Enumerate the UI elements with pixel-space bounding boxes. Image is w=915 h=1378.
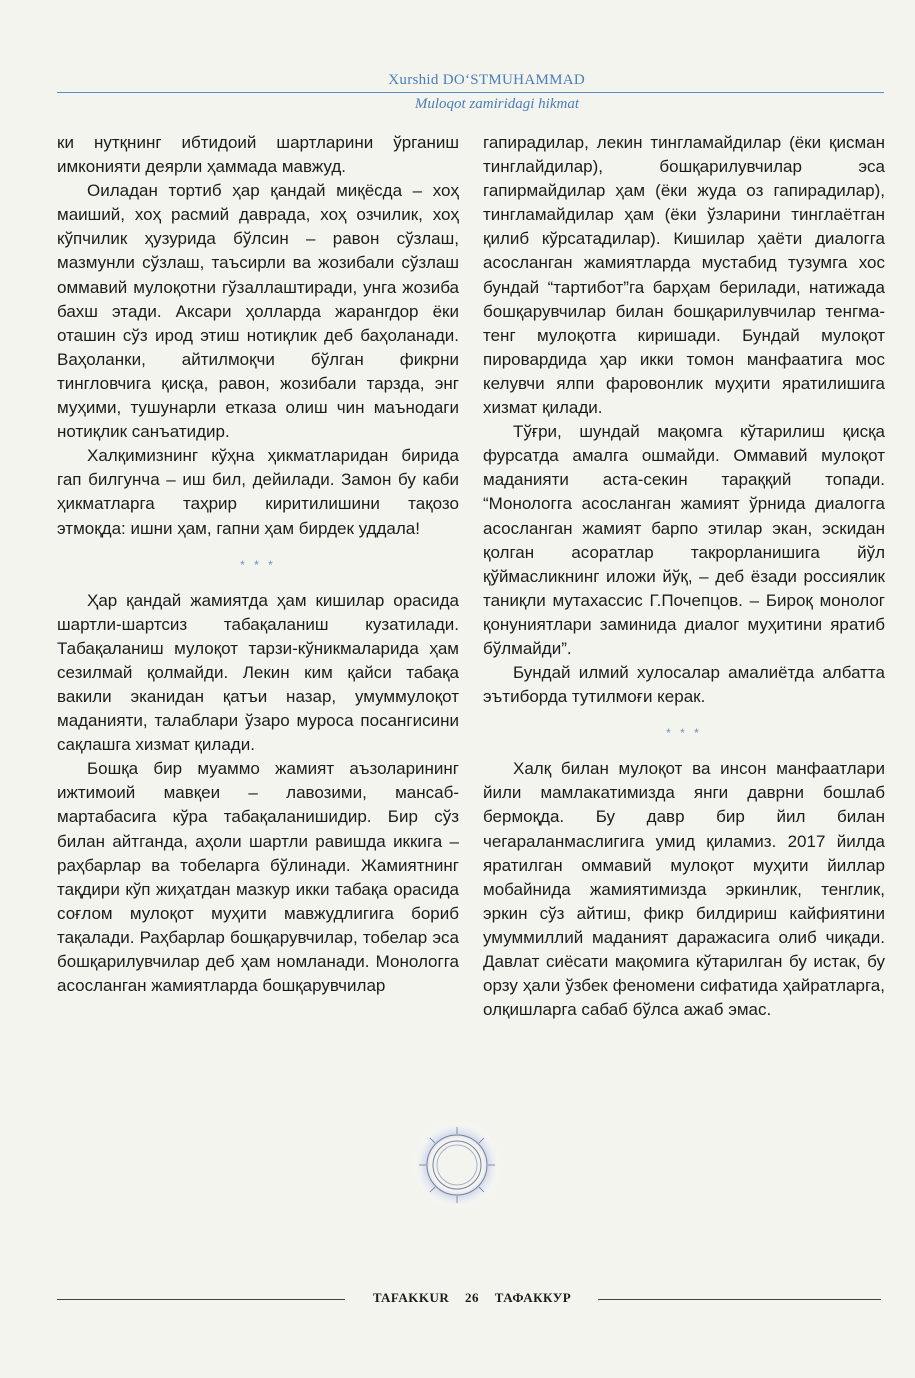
- ornament-ring-icon: [412, 1120, 502, 1210]
- footer-journal-latin: TAFAKKUR: [372, 1290, 450, 1305]
- right-column: [483, 131, 885, 1022]
- page-footer: [0, 1290, 915, 1310]
- footer-rule-left: [57, 1299, 345, 1300]
- paragraph: Ҳар қандай жамиятда ҳам кишилар орасида шартли-шартсиз табақаланиш кузатилади. Табақаланиш мулоқот тарзи-кўникмаларида ҳам сезилмай қолмайди. Лекин ким қайси табақа вакили эканидан қатъи назар, умуммулоқот маданияти, талаблари ўзаро муроса посангисини сақлашга хизмат қилади.: [57, 590, 459, 755]
- footer-rule-right: [598, 1299, 881, 1300]
- paragraph: гапирадилар, лекин тингламайдилар (ёки қисман тинглайдилар), бошқарилувчилар эса гапирмайдилар ҳам (ёки жуда оз гапирадилар), тингламайдилар ҳам (ёки ўзларини тинглаётган қилиб кўрсатадилар). Кишилар ҳаёти диалогга асосланган жамиятларда мустабид тузумга хос бундай “тартибот”га барҳам берилади, натижада бошқарувчилар билан бошқарилувчилар тенгма-тенг мулоқотга киришади. Бундай мулоқот пировардида ҳар икки томон манфаатига мос келувчи ялпи фаровонлик муҳити яратилишига хизмат қилади.: [483, 133, 885, 418]
- page-number: 26: [465, 1290, 480, 1305]
- left-column: [57, 131, 459, 998]
- header-author: Xurshid DO‘STMUHAMMAD: [388, 72, 585, 88]
- paragraph: Халқимизнинг кўҳна ҳикматларидан бирида гап билгунча – иш бил, дейилади. Замон бу каби ҳикматларга таҳрир киритилишини тақозо этмоқда: ишни ҳам, гапни ҳам бирдек уддала!: [57, 446, 459, 538]
- paragraph: Бошқа бир муаммо жамият аъзоларининг ижтимоий мавқеи – лавозими, мансаб-мартабасига кўра табақаланишидир. Бир сўз билан айтганда, аҳоли шартли равишда иккига – раҳбарлар ва тобеларга бўлинади. Жамиятнинг тақдири кўп жиҳатдан мазкур икки табақа орасида соғлом мулоқот муҳити мавжудлигига бориб тақалади. Раҳбарлар бошқарувчилар, тобелар эса бошқарилувчилар деб ҳам номланади. Монологга асосланган жамиятларда бошқарувчилар: [57, 759, 459, 996]
- footer-text: [352, 1290, 592, 1306]
- paragraph: Оиладан тортиб ҳар қандай миқёсда – хоҳ маиший, хоҳ расмий даврада, хоҳ озчилик, хоҳ кўпчилик ҳузурида бўлсин – равон сўзлаш, мазмунли сўзлаш, таъсирли ва жозибали сўзлаш оммавий мулоқотни гўзаллаштиради, унга жозиба бахш этади. Аксари ҳолларда жарангдор ёки оташин сўз ирод этиш нотиқлик деб баҳоланади. Ваҳоланки, айтилмоқчи бўлган фикрни тингловчига қисқа, равон, жозибали тарзда, энг муҳими, тушунарли етказа олиш чин маънодаги нотиқлик санъатидир.: [57, 181, 459, 442]
- header-subtitle: Muloqot zamiridagi hikmat: [414, 96, 579, 112]
- paragraph: ки нутқнинг ибтидоий шартларини ўрганиш имконияти деярли ҳаммада мавжуд.: [57, 133, 459, 177]
- paragraph: Тўғри, шундай мақомга кўтарилиш қисқа фурсатда амалга ошмайди. Оммавий мулоқот маданияти аста-секин тараққий топади. “Монологга асосланган жамият ўрнида диалогга асосланган жамият барпо этилар экан, эскидан қолган асоратлар такрорланишига йўл қўймасликнинг иложи йўқ, – деб ёзади россиялик таниқли мутахассис Г.Почепцов. – Бироқ монолог қонуниятлари заминида диалог муҳитини яратиб бўлмайди”.: [483, 422, 885, 658]
- header-rule: [57, 92, 884, 93]
- section-divider: * * *: [240, 557, 276, 572]
- paragraph: Халқ билан мулоқот ва инсон манфаатлари йили мамлакатимизда янги даврни бошлаб бермоқда. Бу давр бир йил билан чегараланмаслигига умид қиламиз. 2017 йилда яратилган оммавий мулоқот муҳити йиллар мобайнида жамиятимизда эркинлик, тенглик, эркин сўз айтиш, фикр билдириш кайфиятини умуммиллий маданият даражасига олиб чиқади. Давлат сиёсати мақомига кўтарилган бу истак, бу орзу ҳали ўзбек феномени сифатида ҳайратларга, олқишларга сабаб бўлса ажаб эмас.: [483, 759, 885, 1020]
- section-divider: * * *: [666, 726, 702, 741]
- paragraph: Бундай илмий хулосалар амалиётда албатта эътиборда тутилмоғи керак.: [483, 663, 885, 707]
- footer-journal-cyrillic: ТАФАККУР: [494, 1290, 572, 1305]
